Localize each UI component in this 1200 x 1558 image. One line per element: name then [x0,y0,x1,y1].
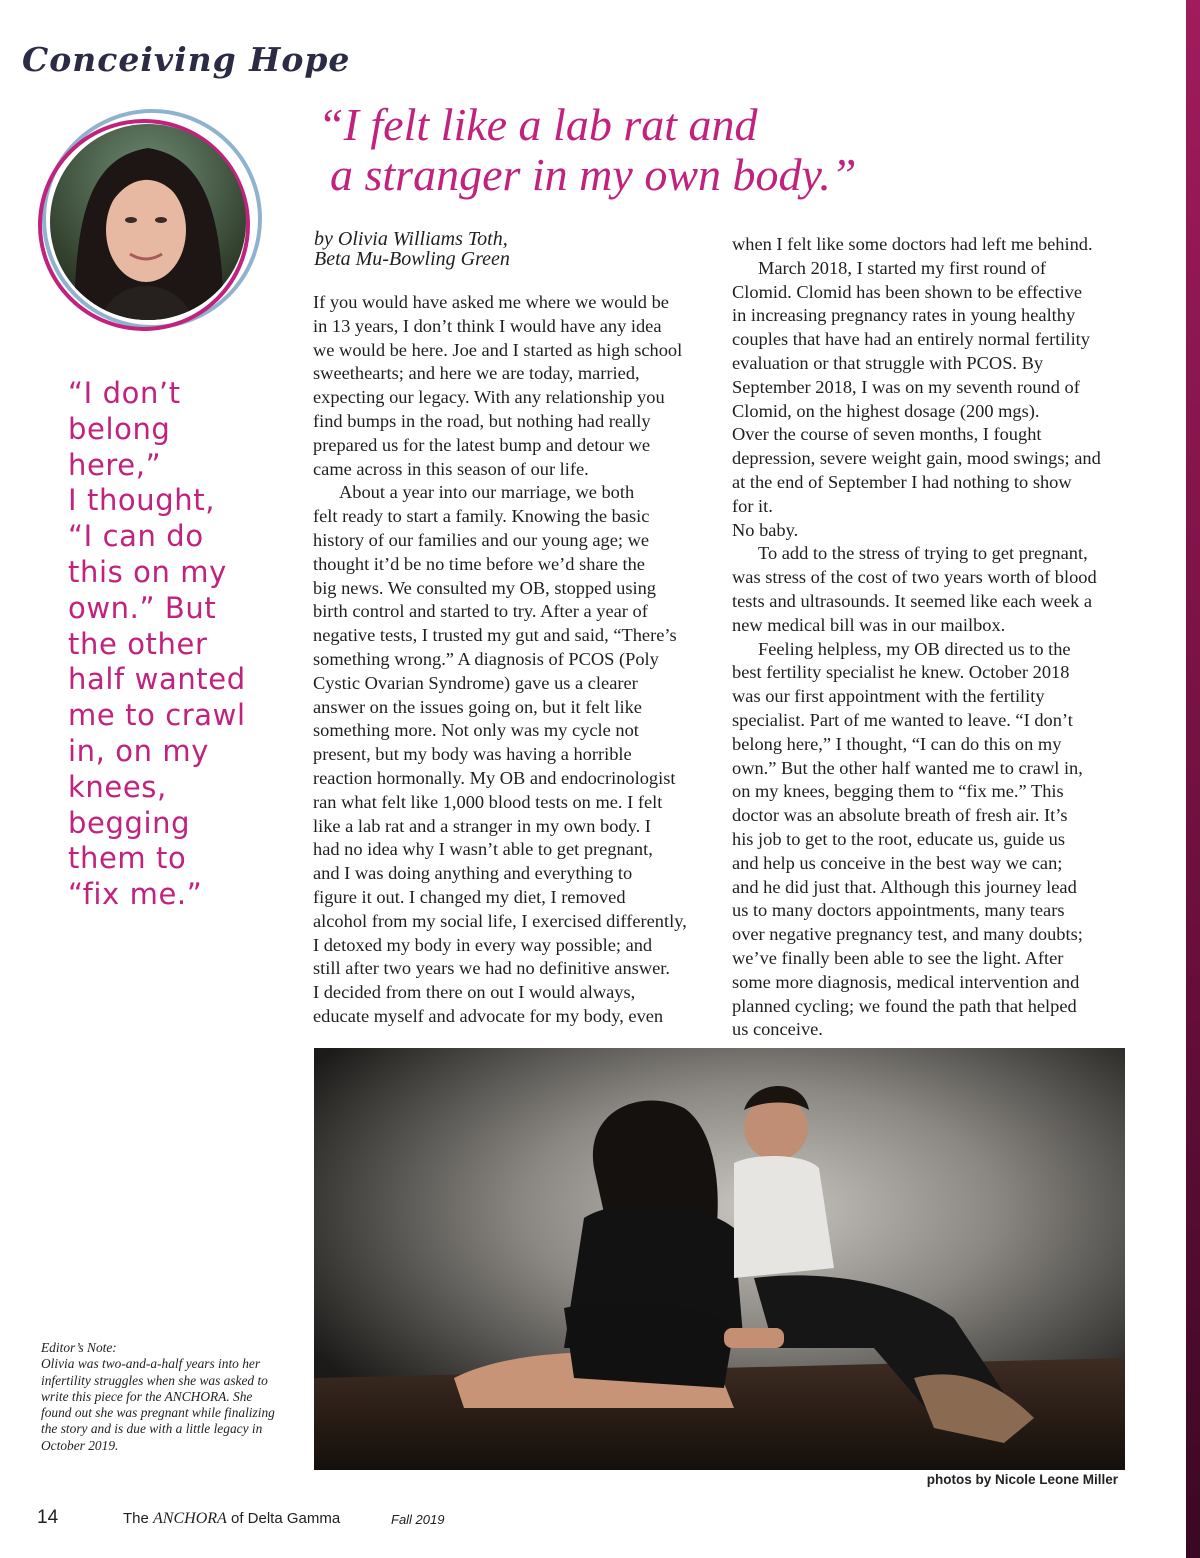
pull-quote [68,376,268,913]
article-line: something wrong.” A diagnosis of PCOS (Poly [313,648,659,669]
article-line: his job to get to the root, educate us, guide us [732,828,1066,849]
article-line: Clomid, on the highest dosage (200 mgs). [732,400,1040,421]
article-line: planned cycling; we found the path that helped [732,995,1077,1016]
article-line: Over the course of seven months, I fought [732,424,1042,445]
article-line: Cystic Ovarian Syndrome) gave us a clearer [313,672,638,693]
pull-quote-line: me to crawl [68,698,246,733]
section-title: Conceiving Hope [22,40,351,79]
editor-note-line: Editor’s Note: [41,1340,117,1355]
pull-quote-line: half wanted [68,662,246,697]
article-line: No baby. [732,519,799,540]
article-line: I detoxed my body in every way possible; and [313,934,653,955]
article-line: To add to the stress of trying to get pregnant, [758,543,1088,564]
byline [314,229,510,269]
article-line: depression, severe weight gain, mood swings; and [732,448,1101,469]
article-line: I decided from there on out I would always, [313,982,636,1003]
article-line: negative tests, I trusted my gut and said, “There’s [313,625,677,646]
editor-note-line: the story and is due with a little legacy in [41,1421,263,1437]
article-line: some more diagnosis, medical intervention and [732,971,1080,992]
pull-quote-line: “fix me.” [68,877,203,912]
article-line: new medical bill was in our mailbox. [732,614,1006,635]
article-line: history of our families and our young age; we [313,529,650,550]
article-line: came across in this season of our life. [313,458,589,479]
pull-quote-line: “I can do [68,519,204,554]
article-line: we would be here. Joe and I started as high school [313,339,683,360]
article-line: like a lab rat and a stranger in my own body. I [313,815,651,836]
page-edge-bar [1186,0,1200,1558]
article-line: answer on the issues going on, but it felt like [313,696,642,717]
article-line: Feeling helpless, my OB directed us to the [758,638,1071,659]
pull-quote-line: here,” [68,447,162,482]
article-line: was our first appointment with the fertility [732,686,1045,707]
article-line: About a year into our marriage, we both [339,482,635,503]
article-line: educate myself and advocate for my body, even [313,1005,664,1026]
article-line: over negative pregnancy test, and many doubts; [732,924,1083,945]
headline-line: a stranger in my own body.” [330,149,857,200]
editor-note-line: infertility struggles when she was asked to [41,1372,268,1388]
article-line: still after two years we had no definitive answer. [313,958,670,979]
article-line: doctor was an absolute breath of fresh air. It’s [732,805,1068,826]
publication-name [123,1510,340,1528]
page-number: 14 [37,1507,59,1528]
article-line: ran what felt like 1,000 blood tests on me. I felt [313,791,663,812]
article-line: in increasing pregnancy rates in young healthy [732,305,1076,326]
article-line: figure it out. I changed my diet, I removed [313,886,626,907]
article-line: find bumps in the road, but nothing had really [313,410,651,431]
article-line: present, but my body was having a horrible [313,744,632,765]
article-line: for it. [732,495,773,516]
pull-quote-line: belong [68,411,171,446]
pull-quote-line: begging [68,805,191,840]
article-line: felt ready to start a family. Knowing the basic [313,506,650,527]
article-line: in 13 years, I don’t think I would have any idea [313,315,662,336]
article-column-1 [313,291,711,1029]
article-line: at the end of September I had nothing to show [732,471,1072,492]
pull-quote-line: “I don’t [68,376,181,410]
article-line: tests and ultrasounds. It seemed like each week a [732,590,1093,611]
publication-suffix: of Delta Gamma [230,1510,341,1527]
article-line: and help us conceive in the best way we can; [732,852,1063,873]
article-line: specialist. Part of me wanted to leave. “I don’t [732,709,1073,730]
pull-quote-line: them to [68,841,187,876]
article-line: birth control and started to try. After a year of [313,601,648,622]
article-line: on my knees, begging them to “fix me.” This [732,781,1064,802]
article-line: when I felt like some doctors had left me behind. [732,234,1093,254]
article-line: was stress of the cost of two years worth of blood [732,567,1097,588]
article-line: prepared us for the latest bump and detour we [313,434,651,455]
article-line: thought it’d be no time before we’d share the [313,553,645,574]
article-column-2 [732,233,1130,1042]
article-line: March 2018, I started my first round of [758,257,1047,278]
article-line: sweethearts; and here we are today, married, [313,363,640,384]
article-line: reaction hormonally. My OB and endocrinologist [313,767,676,788]
pull-quote-line: this on my [68,554,227,589]
byline-author: by Olivia Williams Toth, [314,228,508,250]
article-line: and he did just that. Although this journey lead [732,876,1077,897]
pull-quote-line: I thought, [68,483,216,518]
article-line: us to many doctors appointments, many tears [732,900,1065,921]
article-line: couples that have had an entirely normal fertility [732,329,1090,350]
article-line: Clomid. Clomid has been shown to be effective [732,281,1083,302]
article-line: If you would have asked me where we would be [313,292,669,312]
article-line: alcohol from my social life, I exercised differently, [313,910,687,931]
couple-photo [314,1048,1125,1470]
article-line: we’ve finally been able to see the light. After [732,947,1064,968]
author-portrait [34,108,262,336]
editor-note-line: write this piece for the ANCHORA. She [41,1388,253,1404]
byline-chapter: Beta Mu-Bowling Green [314,248,510,270]
article-line: had no idea why I wasn’t able to get pregnant, [313,839,653,860]
editor-note-line: Olivia was two-and-a-half years into her [41,1356,261,1372]
article-line: September 2018, I was on my seventh round of [732,376,1080,397]
pull-quote-line: knees, [68,769,167,804]
article-line: something more. Not only was my cycle not [313,720,639,741]
pull-quote-line: own.” But [68,590,217,625]
pull-quote-line: the other [68,626,208,661]
article-line: own.” But the other half wanted me to crawl in, [732,757,1083,778]
editor-note-line: found out she was pregnant while finalizing [41,1405,275,1421]
editor-note [41,1340,301,1454]
publication-title: ANCHORA [153,1510,227,1527]
issue-label: Fall 2019 [391,1512,445,1527]
headline-line: “I felt like a lab rat and [318,99,758,150]
article-line: evaluation or that struggle with PCOS. By [732,352,1044,373]
publication-prefix: The [123,1510,149,1527]
article-line: best fertility specialist he knew. October 2018 [732,662,1070,683]
pull-quote-line: in, on my [68,733,210,768]
article-headline [318,100,856,200]
editor-note-line: October 2019. [41,1437,119,1453]
article-line: expecting our legacy. With any relationship you [313,387,665,408]
article-line: belong here,” I thought, “I can do this on my [732,733,1062,754]
article-line: and I was doing anything and everything to [313,863,633,884]
article-line: big news. We consulted my OB, stopped using [313,577,656,598]
article-line: us conceive. [732,1019,823,1040]
photo-credit: photos by Nicole Leone Miller [926,1472,1118,1487]
